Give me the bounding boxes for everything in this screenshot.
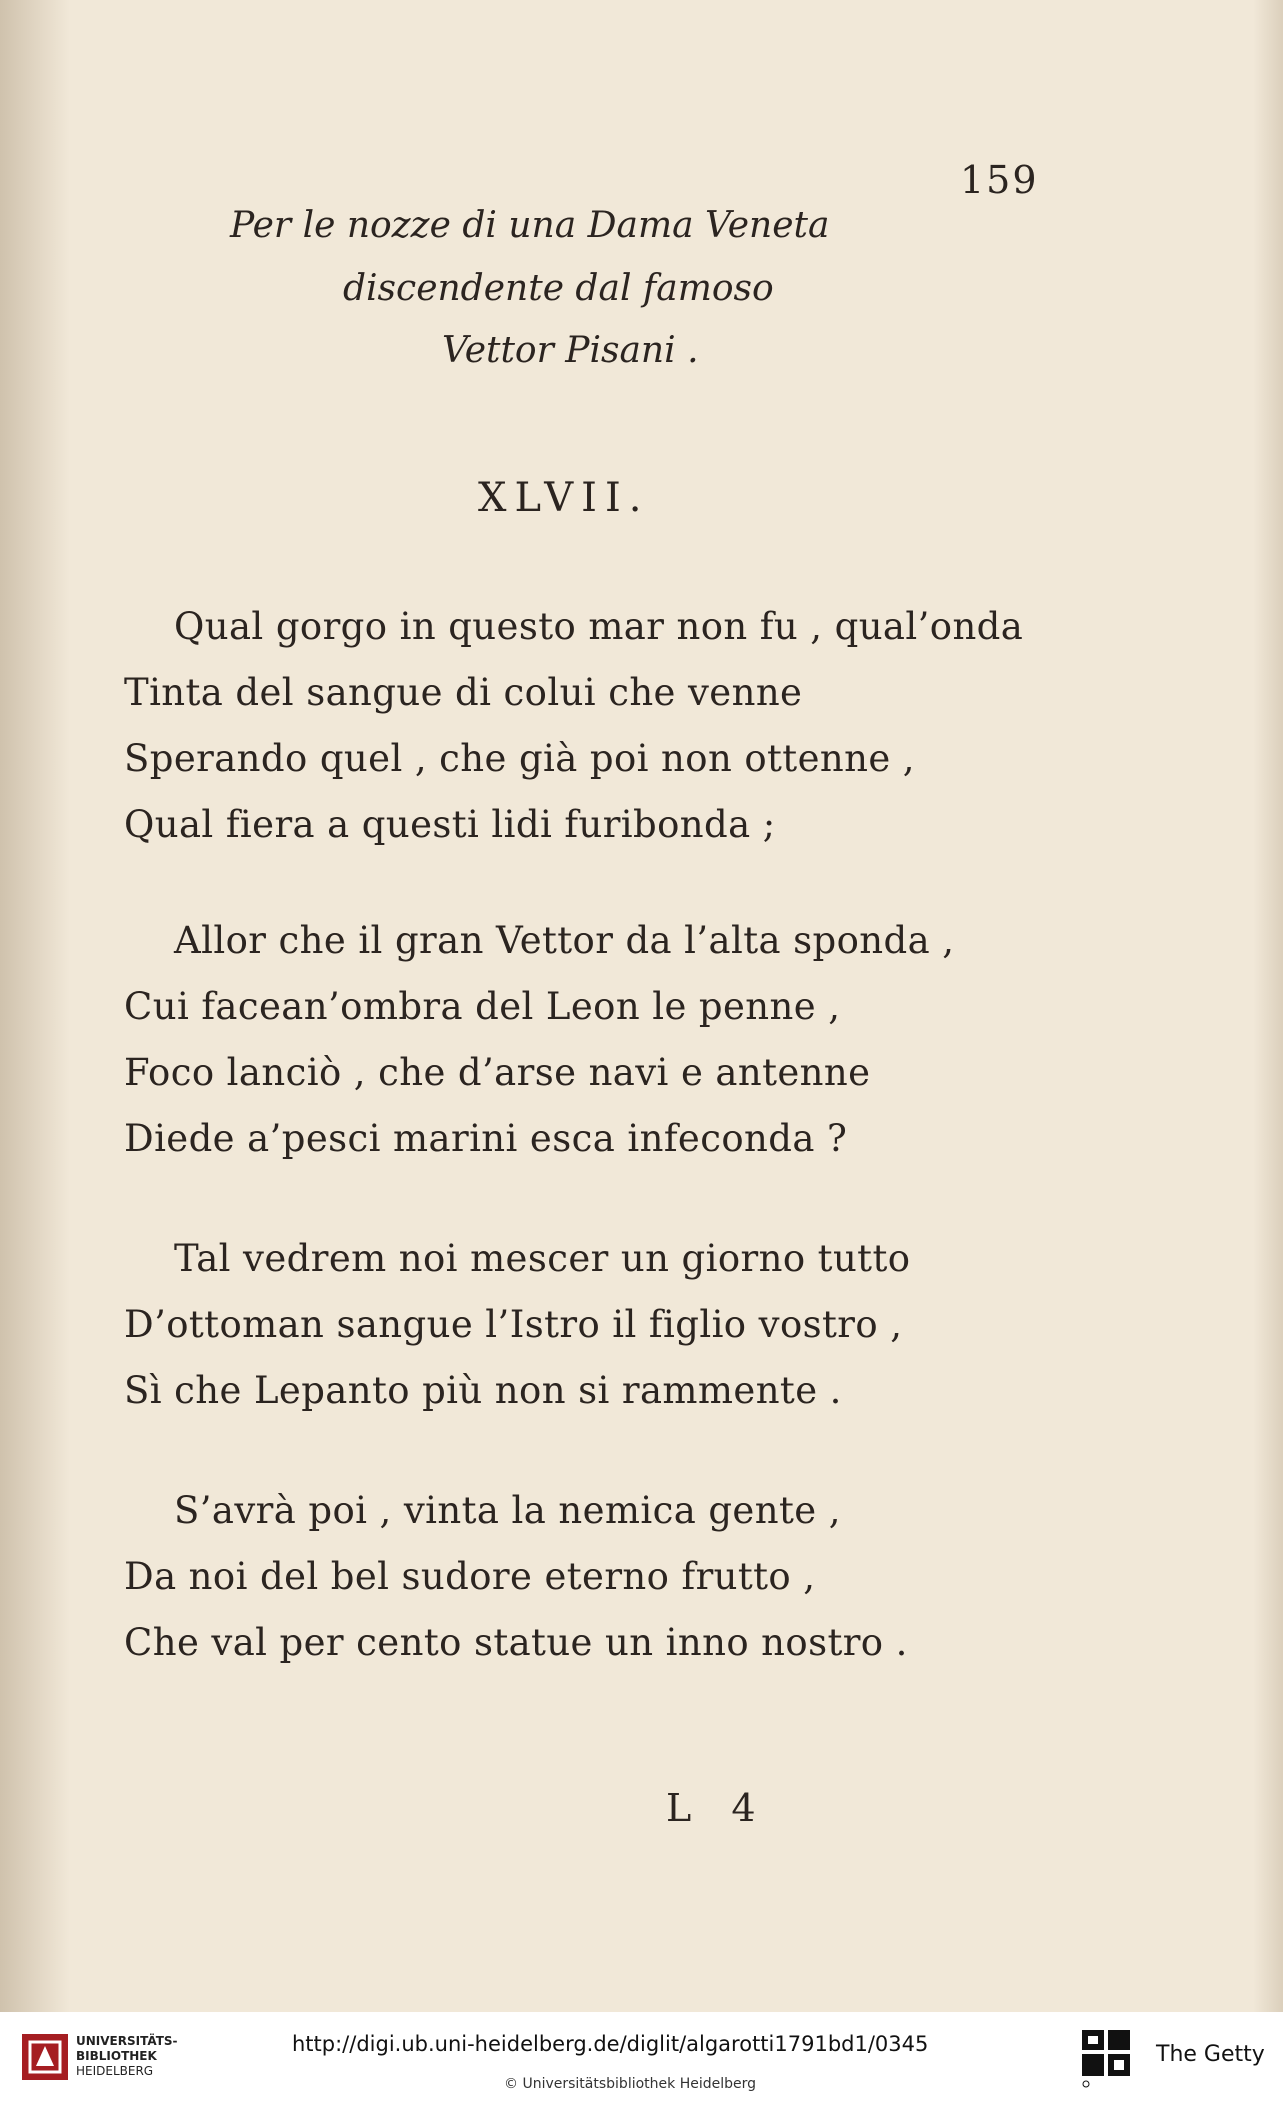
verse-line: Diede a’pesci marini esca infeconda ? xyxy=(124,1117,848,1160)
university-library-logo-icon[interactable] xyxy=(20,2032,70,2082)
permalink-url[interactable]: http://digi.ub.uni-heidelberg.de/diglit/algarotti1791bd1/0345 xyxy=(292,2032,929,2056)
partner-name: The Getty xyxy=(1156,2042,1265,2067)
signature-mark: L 4 xyxy=(666,1786,770,1830)
library-name-line: BIBLIOTHEK xyxy=(76,2049,157,2063)
stanza-1 xyxy=(124,594,1023,858)
copyright-notice: © Universitätsbibliothek Heidelberg xyxy=(504,2076,757,2092)
page-number: 159 xyxy=(960,158,1039,202)
stanza-2 xyxy=(124,908,954,1172)
footer-bar xyxy=(0,2012,1283,2106)
heading-line: Per le nozze di una Dama Veneta xyxy=(230,205,830,246)
verse-line: D’ottoman sangue l’Istro il figlio vostro , xyxy=(124,1303,903,1346)
verse-line: Foco lanciò , che d’arse navi e antenne xyxy=(124,1051,871,1094)
stanza-4 xyxy=(124,1478,908,1676)
verse-line: Sperando quel , che già poi non ottenne , xyxy=(124,737,915,780)
library-name-line: UNIVERSITÄTS- xyxy=(76,2034,178,2048)
verse-line: Che val per cento statue un inno nostro . xyxy=(124,1621,908,1664)
verse-line: Allor che il gran Vettor da l’alta sponda , xyxy=(174,919,955,962)
heading-line: Vettor Pisani . xyxy=(442,330,699,371)
heading-line: discendente dal famoso xyxy=(343,268,774,309)
verse-line: Da noi del bel sudore eterno frutto , xyxy=(124,1555,816,1598)
getty-logo-icon[interactable] xyxy=(1078,2028,1136,2090)
library-name-line: HEIDELBERG xyxy=(76,2064,154,2078)
verse-line: Cui facean’ombra del Leon le penne , xyxy=(124,985,841,1028)
verse-line: Sì che Lepanto più non si rammente . xyxy=(124,1369,842,1412)
poem-number: XLVII. xyxy=(478,475,650,521)
verse-line: Tal vedrem noi mescer un giorno tutto xyxy=(174,1237,911,1280)
library-name xyxy=(76,2034,178,2079)
verse-line: Tinta del sangue di colui che venne xyxy=(124,671,803,714)
verse-line: Qual gorgo in questo mar non fu , qual’onda xyxy=(174,605,1024,648)
verse-line: Qual fiera a questi lidi furibonda ; xyxy=(124,803,776,846)
verse-line: S’avrà poi , vinta la nemica gente , xyxy=(174,1489,841,1532)
stanza-3 xyxy=(124,1226,910,1424)
